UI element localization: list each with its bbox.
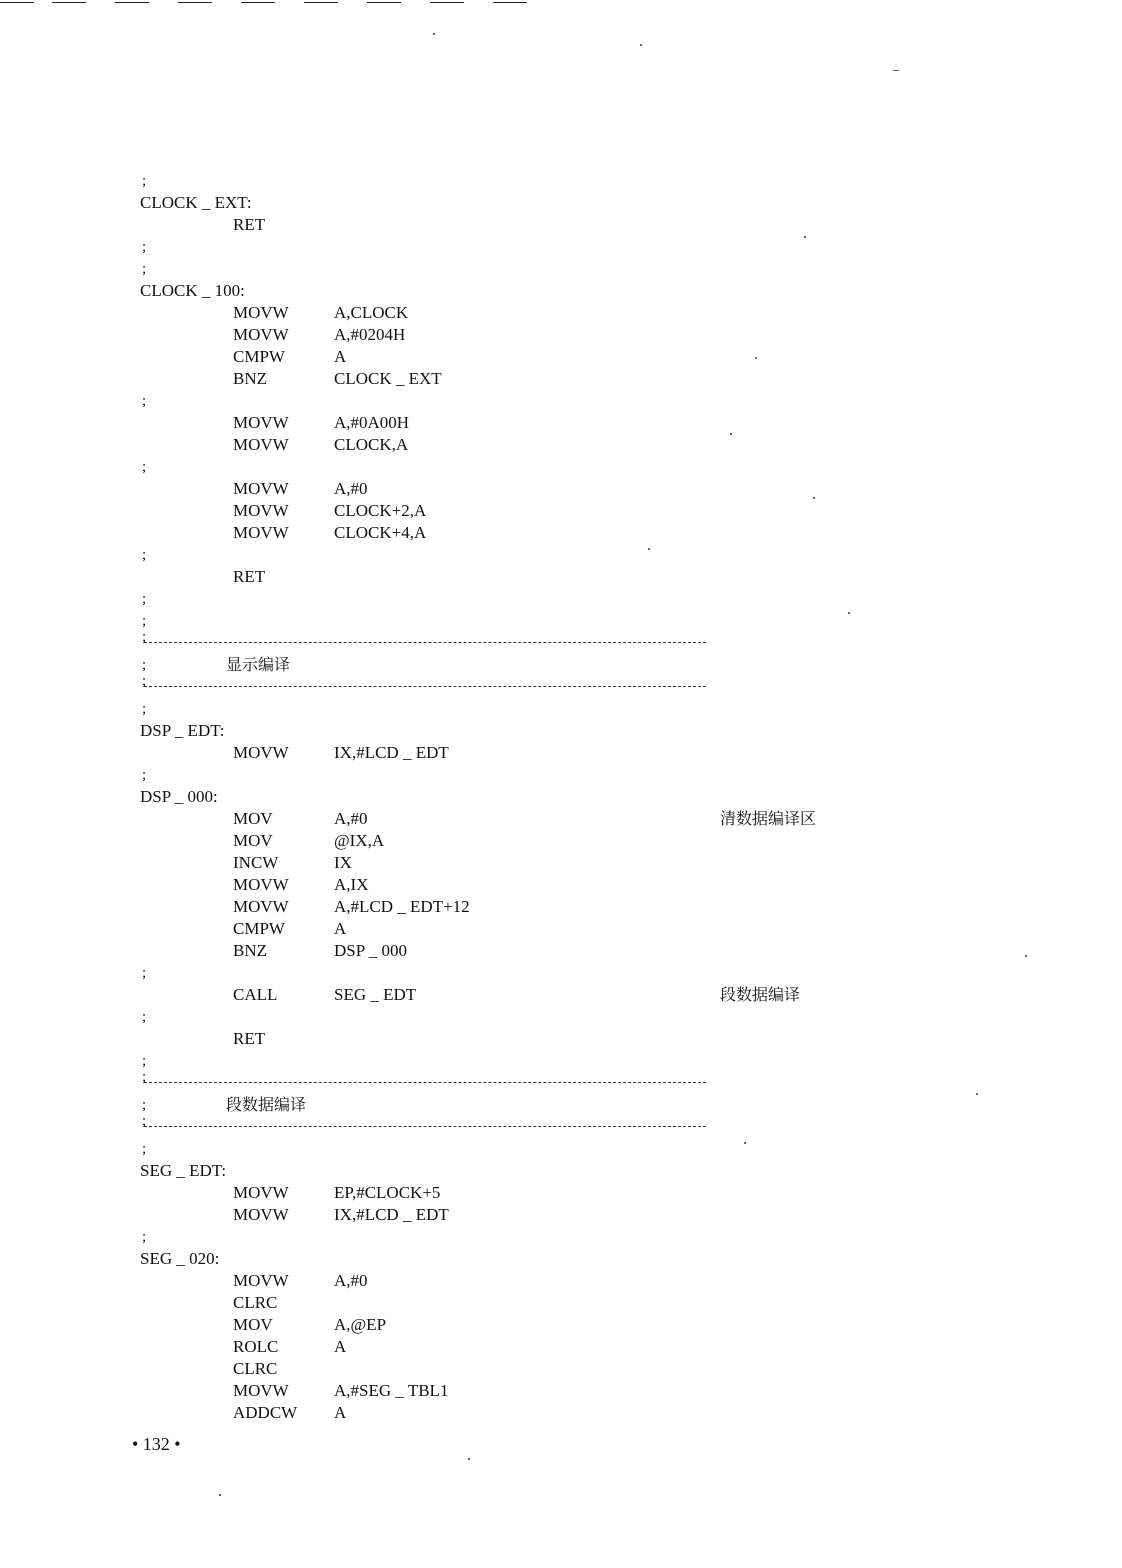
code-label: CLOCK _ 100: [140,281,245,300]
operand: A,#0 [334,809,368,828]
opcode: CALL [233,985,278,1004]
dashed-rule [144,686,706,687]
opcode: MOVW [233,501,289,520]
instruction-line [140,830,860,852]
comment-line [140,1006,860,1028]
instruction-line [140,1402,860,1424]
comment-semicolon: ; [142,767,147,783]
instruction-line [140,1182,860,1204]
opcode: CLRC [233,1293,278,1312]
instruction-line [140,412,860,434]
opcode: MOVW [233,325,289,344]
instruction-line [140,1336,860,1358]
comment-line [140,390,860,412]
section-title: 显示编译 [226,655,291,674]
comment-semicolon: ; [142,1009,147,1025]
opcode: BNZ [233,941,267,960]
opcode: MOVW [233,1205,289,1224]
comment-line [140,544,860,566]
operand: CLOCK+2,A [334,501,427,520]
instruction-line [140,1314,860,1336]
opcode: MOVW [233,413,289,432]
code-label: DSP _ 000: [140,787,218,806]
code-label-line [140,720,860,742]
comment-semicolon: ; [142,459,147,475]
instruction-line [140,324,860,346]
code-label: CLOCK _ EXT: [140,193,252,212]
operand: IX,#LCD _ EDT [334,743,449,762]
header-rule [0,0,540,6]
comment-semicolon: ; [142,547,147,563]
code-label-line [140,786,860,808]
operand: A,#0 [334,1271,368,1290]
instruction-line [140,742,860,764]
code-label-line [140,192,860,214]
scan-speck [730,433,732,435]
operand: A,#SEG _ TBL1 [334,1381,449,1400]
comment-semicolon: ; [142,1229,147,1245]
comment-semicolon: ; [142,613,147,629]
scan-speck [976,1093,978,1095]
comment-line [140,962,860,984]
comment-semicolon: ; [142,173,147,189]
operand: DSP _ 000 [334,941,408,960]
page-number: • 132 • [132,1434,181,1454]
operand: IX,#LCD _ EDT [334,1205,449,1224]
dashed-separator [140,673,860,698]
comment-line [140,258,860,280]
opcode: MOVW [233,743,289,762]
operand: A [334,919,347,938]
opcode: INCW [233,853,279,872]
opcode: RET [233,215,266,234]
instruction-line [140,1292,860,1314]
separator-semicolon: ; [142,1069,147,1085]
code-label-line [140,1248,860,1270]
separator-semicolon: ; [142,1113,147,1129]
scan-speck [755,357,757,359]
comment-line [140,236,860,258]
opcode: ADDCW [233,1403,298,1422]
comment-line [140,698,860,720]
operand: A,#0204H [334,325,406,344]
scan-speck [648,548,650,550]
opcode: MOVW [233,435,289,454]
opcode: MOVW [233,479,289,498]
comment-semicolon: ; [142,701,147,717]
code-label: DSP _ EDT: [140,721,225,740]
scan-speck [468,1458,470,1460]
instruction-line [140,1028,860,1050]
comment-semicolon: ; [142,393,147,409]
operand: IX [334,853,352,872]
operand: A,@EP [334,1315,387,1334]
opcode: CMPW [233,919,285,938]
instruction-line [140,302,860,324]
operand: A [334,347,347,366]
dashed-rule [144,642,706,643]
instruction-line [140,918,860,940]
operand: @IX,A [334,831,385,850]
code-label-line [140,1160,860,1182]
scan-speck [744,1142,746,1144]
instruction-line [140,852,860,874]
inline-comment: 段数据编译 [720,985,801,1004]
assembly-listing [140,170,860,1424]
scan-speck [893,70,899,71]
comment-semicolon: ; [142,1141,147,1157]
scan-speck [433,33,435,35]
code-label: SEG _ EDT: [140,1161,227,1180]
operand: A,#0 [334,479,368,498]
separator-semicolon: ; [142,629,147,645]
operand: A,IX [334,875,369,894]
comment-line [140,1050,860,1072]
operand: CLOCK _ EXT [334,369,442,388]
code-label-line [140,280,860,302]
comment-semicolon: ; [142,261,147,277]
comment-line [140,170,860,192]
comment-semicolon: ; [142,965,147,981]
instruction-line [140,940,860,962]
inline-comment: 清数据编译区 [720,809,817,828]
instruction-line [140,1358,860,1380]
instruction-line [140,434,860,456]
opcode: CMPW [233,347,285,366]
instruction-line [140,1270,860,1292]
separator-semicolon: ; [142,673,147,689]
comment-line [140,456,860,478]
comment-semicolon: ; [142,1097,147,1113]
dashed-separator [140,629,860,654]
scan-speck [804,236,806,238]
instruction-line [140,1380,860,1402]
instruction-line [140,808,860,830]
opcode: MOV [233,1315,273,1334]
operand: CLOCK+4,A [334,523,427,542]
instruction-line [140,522,860,544]
opcode: RET [233,567,266,586]
scan-speck [813,497,815,499]
comment-line [140,610,860,632]
instruction-line [140,566,860,588]
scan-speck [848,612,850,614]
operand: A,#LCD _ EDT+12 [334,897,470,916]
comment-line [140,588,860,610]
operand: A,#0A00H [334,413,410,432]
instruction-line [140,896,860,918]
operand: SEG _ EDT [334,985,417,1004]
section-title: 段数据编译 [226,1095,307,1114]
opcode: MOVW [233,303,289,322]
opcode: ROLC [233,1337,279,1356]
instruction-line [140,346,860,368]
operand: A [334,1403,347,1422]
operand: A [334,1337,347,1356]
opcode: CLRC [233,1359,278,1378]
scan-speck [1025,955,1027,957]
dashed-rule [144,1126,706,1127]
comment-semicolon: ; [142,1053,147,1069]
instruction-line [140,984,860,1006]
scan-speck [219,1494,221,1496]
comment-line [140,764,860,786]
opcode: MOVW [233,523,289,542]
section-heading-line [140,654,860,676]
instruction-line [140,214,860,236]
instruction-line [140,1204,860,1226]
code-label: SEG _ 020: [140,1249,220,1268]
dashed-separator [140,1069,860,1094]
comment-line [140,1226,860,1248]
scan-speck [640,44,642,46]
instruction-line [140,478,860,500]
opcode: MOV [233,809,273,828]
opcode: BNZ [233,369,267,388]
opcode: MOVW [233,1381,289,1400]
comment-semicolon: ; [142,239,147,255]
opcode: MOV [233,831,273,850]
dashed-rule [144,1082,706,1083]
instruction-line [140,368,860,390]
section-heading-line [140,1094,860,1116]
opcode: MOVW [233,1183,289,1202]
instruction-line [140,874,860,896]
opcode: MOVW [233,1271,289,1290]
opcode: MOVW [233,897,289,916]
opcode: RET [233,1029,266,1048]
comment-line [140,1138,860,1160]
opcode: MOVW [233,875,289,894]
operand: CLOCK,A [334,435,409,454]
operand: A,CLOCK [334,303,409,322]
instruction-line [140,500,860,522]
comment-semicolon: ; [142,591,147,607]
dashed-separator [140,1113,860,1138]
operand: EP,#CLOCK+5 [334,1183,441,1202]
comment-semicolon: ; [142,657,147,673]
